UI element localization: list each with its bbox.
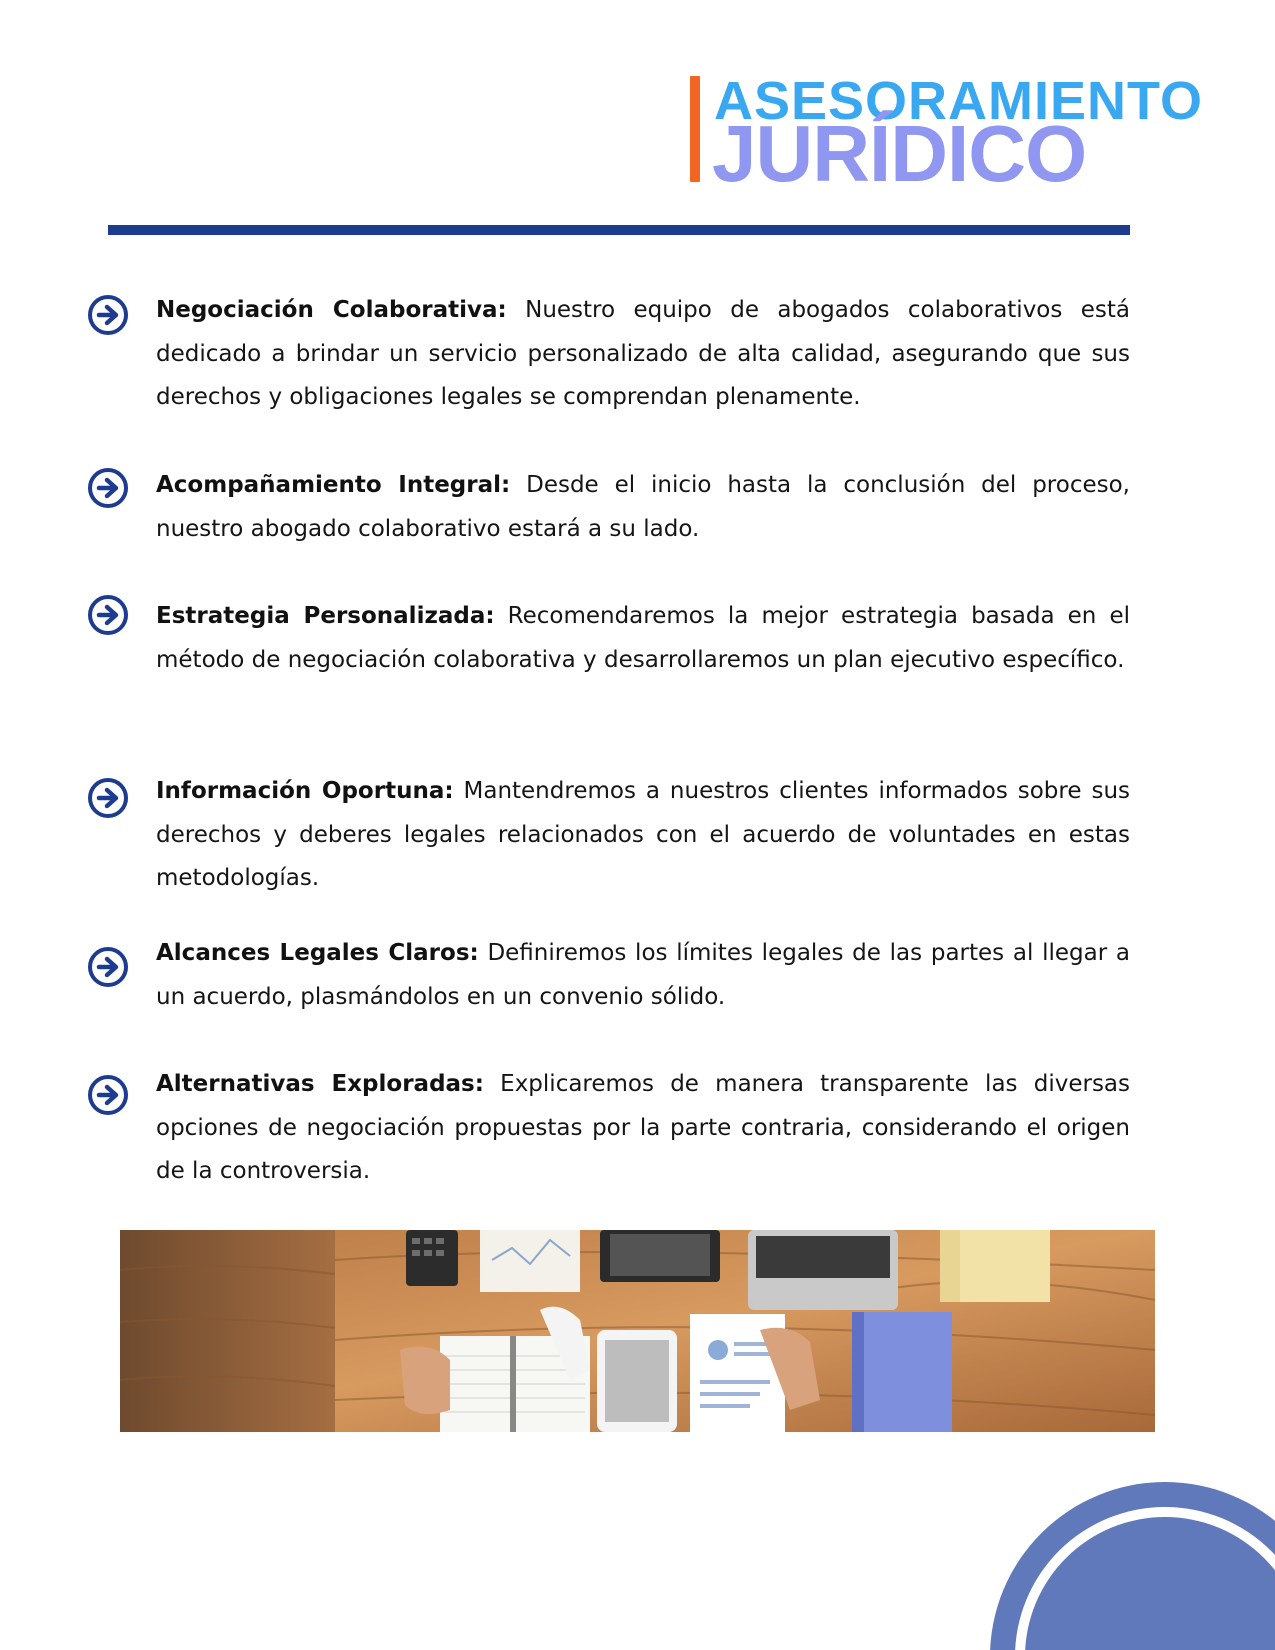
benefit-text bbox=[156, 464, 1130, 551]
arrow-circle-right-icon bbox=[86, 466, 130, 510]
benefit-description: Nuestro equipo de abogados colaborativos está dedicado a brindar un servicio personalizado de alta calidad, asegurando que sus derechos y obligaciones legales se comprendan plenamente. bbox=[156, 297, 1130, 410]
benefit-term: Estrategia Personalizada: bbox=[156, 603, 495, 629]
accent-bar bbox=[690, 76, 700, 182]
header-divider bbox=[108, 225, 1130, 235]
benefit-term: Alternativas Exploradas: bbox=[156, 1071, 484, 1097]
benefit-description: Desde el inicio hasta la conclusión del proceso, nuestro abogado colaborativo estará a su lado. bbox=[156, 472, 1130, 542]
arrow-circle-right-icon bbox=[86, 593, 130, 637]
benefit-text bbox=[156, 289, 1130, 420]
benefit-text bbox=[156, 1063, 1130, 1194]
benefit-description: Recomendaremos la mejor estrategia basada en el método de negociación colaborativa y desarrollaremos un plan ejecutivo específico. bbox=[156, 603, 1130, 673]
title-line-1: ASESORAMIENTO bbox=[714, 71, 1204, 131]
benefit-description: Explicaremos de manera transparente las diversas opciones de negociación propuestas por la parte contraria, considerando el origen de la controversia. bbox=[156, 1071, 1130, 1184]
benefit-text bbox=[156, 595, 1130, 682]
decorative-circle bbox=[985, 1455, 1275, 1650]
benefit-description: Definiremos los límites legales de las partes al llegar a un acuerdo, plasmándolos en un convenio sólido. bbox=[156, 940, 1130, 1010]
arrow-circle-right-icon bbox=[86, 945, 130, 989]
benefit-term: Negociación Colaborativa: bbox=[156, 297, 507, 323]
benefit-text bbox=[156, 770, 1130, 901]
benefit-term: Alcances Legales Claros: bbox=[156, 940, 479, 966]
benefit-text bbox=[156, 932, 1130, 1019]
benefit-term: Acompañamiento Integral: bbox=[156, 472, 511, 498]
title-block bbox=[690, 71, 1204, 198]
benefit-term: Información Oportuna: bbox=[156, 778, 454, 804]
title-line-2: JURÍDICO bbox=[712, 109, 1087, 198]
benefit-description: Mantendremos a nuestros clientes informados sobre sus derechos y deberes legales relacionados con el acuerdo de voluntades en estas metodologías. bbox=[156, 778, 1131, 891]
arrow-circle-right-icon bbox=[86, 293, 130, 337]
arrow-circle-right-icon bbox=[86, 1073, 130, 1117]
arrow-circle-right-icon bbox=[86, 776, 130, 820]
desk-photo bbox=[120, 1230, 1155, 1432]
